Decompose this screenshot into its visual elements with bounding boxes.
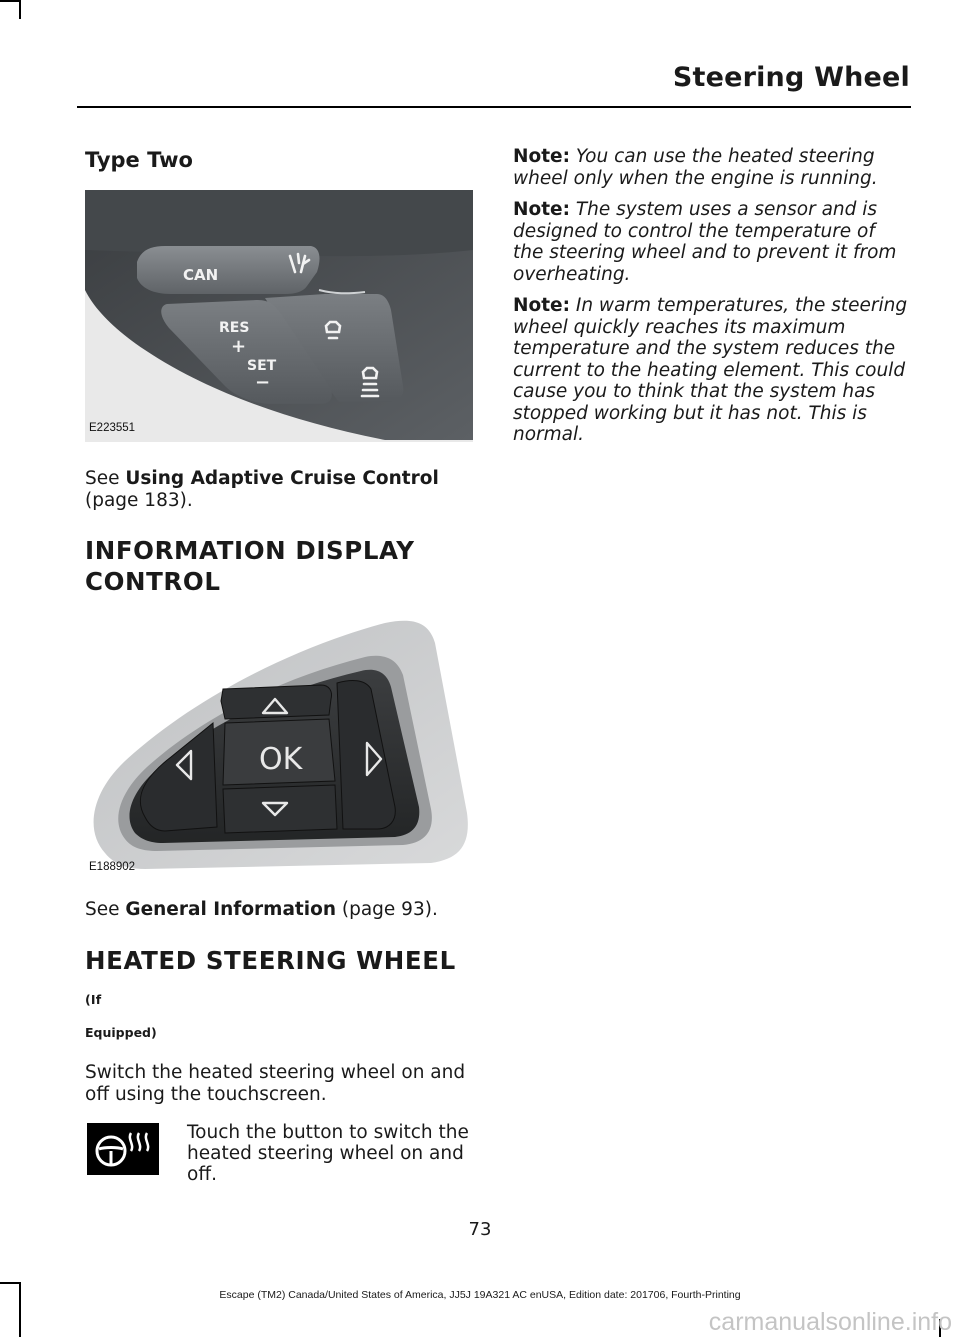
cruise-control-buttons-illustration [85,190,473,442]
see-general-information: See General Information (page 93). [85,899,438,920]
crop-mark [19,0,21,19]
watermark: carmanualsonline.info [708,1308,952,1336]
heated-wheel-instruction [85,1122,475,1202]
figure-code: E188902 [89,861,136,873]
switch-text: Switch the heated steering wheel on and off using the touchscreen. [85,1062,466,1105]
see-adaptive-cruise: See Using Adaptive Cruise Control (page 183). [85,468,439,511]
header-rule [77,106,911,108]
set-button-label: SET [247,358,277,374]
plus-symbol: + [231,336,247,357]
cruise-control-figure [85,190,473,442]
can-button-label: CAN [183,266,219,284]
crop-mark [0,1282,19,1284]
heated-equipped-note: Equipped) [85,1025,157,1040]
left-column [85,146,475,1202]
figure-code: E223551 [89,422,136,434]
heated-steering-wheel-icon [87,1123,159,1175]
information-display-control-figure [85,617,473,875]
note-engine-running: Note: You can use the heated steering wheel only when the engine is running. [513,146,878,189]
page-number: 73 [468,1219,492,1240]
note-warm-temperatures: Note: In warm temperatures, the steering wheel quickly reaches its maximum temperature and the system reduces the current to the heating element. This could cause you to think that the system has stopped working but it has not. This is normal. [513,295,908,445]
res-button-label: RES [219,320,250,336]
type-two-heading: Type Two [85,148,193,172]
heated-steering-wheel-heading: HEATED STEERING WHEEL (If [85,946,456,1007]
crop-mark [0,0,19,2]
link-using-adaptive-cruise-control[interactable]: Using Adaptive Cruise Control [125,468,439,489]
ok-button-label: OK [259,742,303,777]
footer-edition: Escape (TM2) Canada/United States of America, JJ5J 19A321 AC enUSA, Edition date: 201706, Fourth-Printing [219,1289,741,1301]
right-column [513,146,908,456]
minus-symbol: − [255,372,271,393]
ok-buttons-illustration [85,617,473,875]
link-general-information[interactable]: General Information [125,899,336,920]
information-display-control-heading: INFORMATION DISPLAY CONTROL [85,536,415,596]
page-header-title: Steering Wheel [672,62,910,93]
touch-button-text: Touch the button to switch the heated steering wheel on and off. [187,1122,469,1185]
note-sensor: Note: The system uses a sensor and is designed to control the temperature of the steering wheel and to prevent it from overheating. [513,199,897,285]
